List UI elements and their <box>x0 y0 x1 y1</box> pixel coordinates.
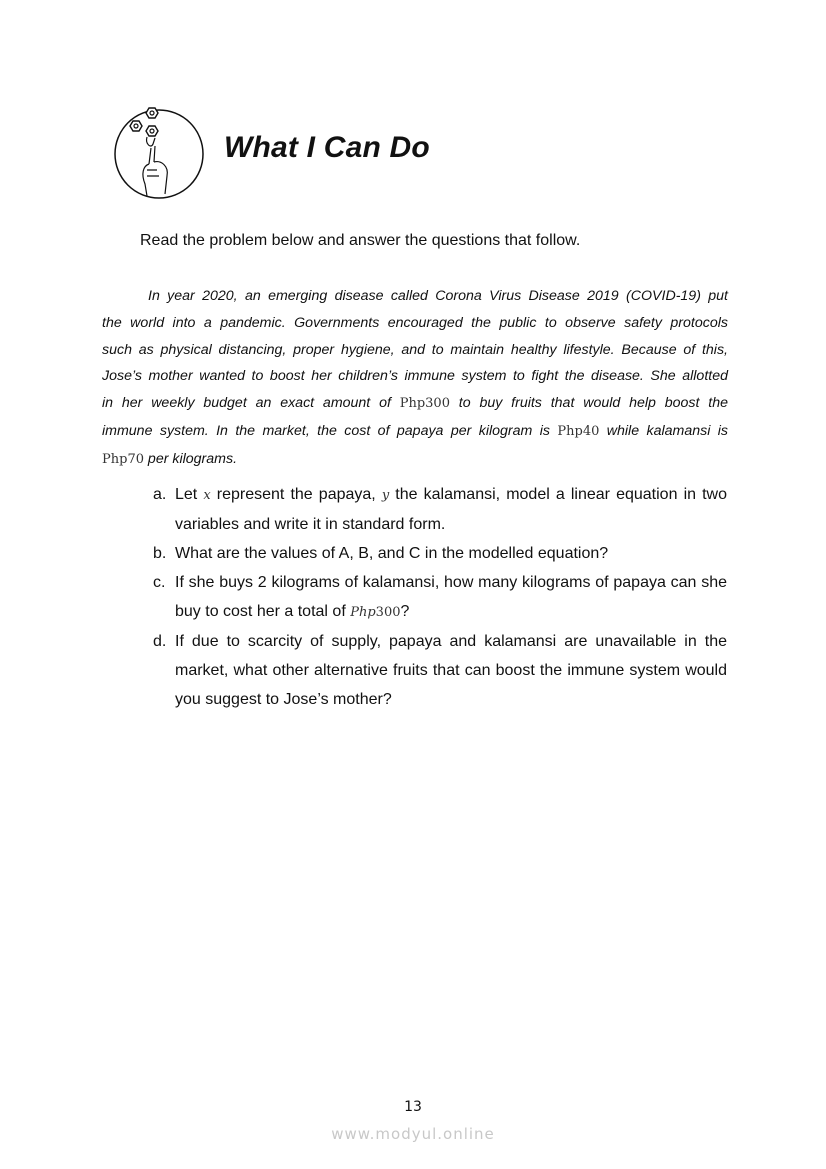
math-variable: y <box>381 488 390 503</box>
text-segment: immune system. In the market, the cost of papaya per kilogram is <box>102 422 558 439</box>
text-segment: in her weekly budget an exact amount of <box>102 395 400 412</box>
math-text: 300 <box>375 605 401 620</box>
text-segment: the kalamansi, model a linear equation in two variables and write it in standard form. <box>175 486 728 533</box>
paragraph-line <box>102 337 728 364</box>
question-label: d. <box>153 633 167 650</box>
text-segment: ? <box>400 603 410 620</box>
instruction-text: Read the problem below and answer the questions that follow. <box>140 232 581 249</box>
paragraph-line <box>102 390 728 418</box>
problem-paragraph <box>102 283 728 474</box>
paragraph-line <box>102 418 728 446</box>
question-text <box>175 480 727 539</box>
paragraph-line <box>102 446 728 474</box>
math-text: Php300 <box>399 396 450 412</box>
section-title: What I Can Do <box>224 131 430 164</box>
paragraph-line <box>102 310 728 337</box>
text-segment: If she buys 2 kilograms of kalamansi, how many kilograms of papaya can she buy to cost her a total of <box>175 574 727 620</box>
question-item <box>153 568 727 627</box>
text-segment: while kalamansi is <box>599 422 728 439</box>
page-number: 13 <box>404 1099 422 1115</box>
hand-wrench-icon <box>111 104 207 200</box>
text-segment: per kilograms. <box>143 450 238 467</box>
text-segment: such as physical distancing, proper hygiene, and to maintain healthy lifestyle. Because of this, <box>102 341 728 358</box>
question-text <box>175 568 727 627</box>
math-text: Php70 <box>102 451 144 467</box>
question-item <box>153 539 727 568</box>
watermark: www.modyul.online <box>331 1125 495 1143</box>
text-segment: Let <box>175 486 204 503</box>
text-segment: If due to scarcity of supply, papaya and kalamansi are unavailable in the market, what other alternative fruits that can boost the immune system would you suggest to Jose’s mother? <box>175 633 727 708</box>
math-variable: x <box>203 488 211 503</box>
question-label: c. <box>153 574 166 591</box>
paragraph-line <box>102 363 728 390</box>
question-label: b. <box>153 545 167 562</box>
math-text: Php40 <box>557 423 600 439</box>
question-text <box>175 539 727 568</box>
question-item <box>153 480 727 539</box>
text-segment: to buy fruits that would help boost the <box>449 395 728 412</box>
question-list <box>153 480 727 714</box>
text-segment: the world into a pandemic. Governments encouraged the public to observe safety protocols <box>102 314 728 331</box>
question-text <box>175 627 727 714</box>
text-segment: What are the values of A, B, and C in the modelled equation? <box>175 545 609 562</box>
question-label: a. <box>153 486 167 503</box>
text-segment: In year 2020, an emerging disease called Corona Virus Disease 2019 (COVID-19) put <box>148 288 728 304</box>
paragraph-line <box>102 283 728 310</box>
text-segment: Jose’s mother wanted to boost her children’s immune system to fight the disease. She allotted <box>102 368 728 385</box>
text-segment: represent the papaya, <box>210 486 382 503</box>
question-item <box>153 627 727 714</box>
math-variable: Php <box>350 605 376 620</box>
